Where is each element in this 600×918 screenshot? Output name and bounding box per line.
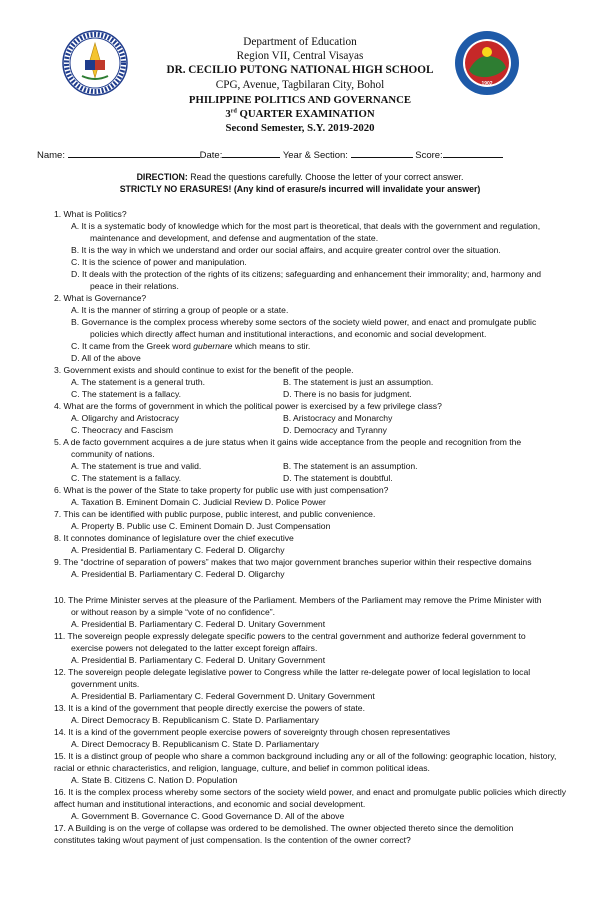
date-label: Date: — [199, 150, 223, 161]
question-13: 13. It is a kind of the government that people directly exercise the powers of state. — [54, 703, 365, 713]
question-12-cont: government units. — [71, 679, 140, 689]
question-16-cont: affect human and institutional interactions, and economic and social development. — [54, 799, 366, 809]
q2-option-b: B. Governance is the complex process whereby some sectors of the society wield power, and enact and promulgate public — [71, 317, 537, 327]
exam-title: 3rd QUARTER EXAMINATION — [225, 108, 375, 120]
q5-option-a: A. The statement is true and valid. — [71, 461, 202, 471]
date-field[interactable] — [222, 148, 280, 158]
year-section-label: Year & Section: — [282, 150, 348, 161]
q4-option-b: B. Aristocracy and Monarchy — [283, 413, 393, 423]
q10-options: A. Presidential B. Parliamentary C. Federal D. Unitary Government — [71, 619, 326, 629]
direction-line — [0, 172, 600, 182]
q2-option-a: A. It is the manner of stirring a group of people or a state. — [71, 305, 289, 315]
school-name: DR. CECILIO PUTONG NATIONAL HIGH SCHOOL — [166, 64, 434, 76]
question-15: 15. It is a distinct group of people who share a common background including any or all of the following: geographic location, history, — [54, 751, 557, 761]
subject-title: PHILIPPINE POLITICS AND GOVERNANCE — [188, 94, 412, 106]
q3-option-d: D. There is no basis for judgment. — [283, 389, 412, 399]
name-field[interactable] — [68, 148, 200, 158]
q1-option-a-cont: maintenance and development, and defense and augmentation of the state. — [90, 233, 379, 243]
school-seal-year: 1902 — [481, 81, 493, 87]
question-15-cont: racial or ethnic characteristics, and religion, language, culture, and belief in common political ideas. — [54, 763, 430, 773]
q8-options: A. Presidential B. Parliamentary C. Federal D. Oligarchy — [71, 545, 285, 555]
region-title: Region VII, Central Visayas — [236, 50, 364, 62]
question-11-cont: exercise powers not delegated to the latter except foreign affairs. — [71, 643, 318, 653]
q13-options: A. Direct Democracy B. Republicanism C. State D. Parliamentary — [71, 715, 319, 725]
question-17-cont: constitutes taking w/out payment of just compensation. Is the contention of the owner correct? — [54, 835, 411, 845]
question-2: 2. What is Governance? — [54, 293, 147, 303]
score-label: Score: — [415, 150, 443, 161]
question-4: 4. What are the forms of government in which the political power is exercised by a few privilege class? — [54, 401, 442, 411]
name-label: Name: — [37, 150, 65, 161]
q3-option-a: A. The statement is a general truth. — [71, 377, 206, 387]
q4-option-a: A. Oligarchy and Aristocracy — [71, 413, 179, 423]
semester-title: Second Semester, S.Y. 2019-2020 — [225, 122, 375, 134]
q2-option-b-cont: policies which directly affect human and institutional interactions, and economic and social development. — [90, 329, 487, 339]
question-8: 8. It connotes dominance of legislature over the chief executive — [54, 533, 294, 543]
q15-options: A. State B. Citizens C. Nation D. Population — [71, 775, 238, 785]
q1-option-d-cont: peace in their relations. — [90, 281, 179, 291]
q7-options: A. Property B. Public use C. Eminent Domain D. Just Compensation — [71, 521, 331, 531]
question-9: 9. The “doctrine of separation of powers” makes that two major government branches superior within their respective domains — [54, 557, 532, 567]
question-5-cont: community of nations. — [71, 449, 155, 459]
q2-option-d: D. All of the above — [71, 353, 141, 363]
q16-options: A. Government B. Governance C. Good Governance D. All of the above — [71, 811, 345, 821]
q14-options: A. Direct Democracy B. Republicanism C. State D. Parliamentary — [71, 739, 319, 749]
q1-option-a: A. It is a systematic body of knowledge which for the most part is theoretical, that deals with the government and regulation, — [71, 221, 541, 231]
q2-option-c: C. It came from the Greek word gubernare which means to stir. — [71, 341, 311, 351]
q6-options: A. Taxation B. Eminent Domain C. Judicial Review D. Police Power — [71, 497, 326, 507]
question-5: 5. A de facto government acquires a de jure status when it gains wide acceptance from the people and recognition from the — [54, 437, 522, 447]
question-6: 6. What is the power of the State to take property for public use with just compensation? — [54, 485, 389, 495]
year-section-field[interactable] — [351, 148, 413, 158]
question-1: 1. What is Politics? — [54, 209, 127, 219]
question-14: 14. It is a kind of the government people exercise powers of sovereignty through chosen representatives — [54, 727, 451, 737]
direction-label: DIRECTION: — [136, 172, 188, 182]
direction-text: Read the questions carefully. Choose the letter of your correct answer. — [187, 172, 464, 182]
question-7: 7. This can be identified with public purpose, public interest, and public convenience. — [54, 509, 376, 519]
question-12: 12. The sovereign people delegate legislative power to Congress while the latter re-delegate power of local legislation to local — [54, 667, 531, 677]
q5-option-c: C. The statement is a fallacy. — [71, 473, 182, 483]
question-3: 3. Government exists and should continue to exist for the benefit of the people. — [54, 365, 354, 375]
question-16: 16. It is the complex process whereby some sectors of the society wield power, and enact and promulgate public policies which directly — [54, 787, 567, 797]
q1-option-d: D. It deals with the protection of the rights of its citizens; safeguarding and enhancement their immorality; and, harmony and — [71, 269, 542, 279]
q3-option-b: B. The statement is just an assumption. — [283, 377, 434, 387]
question-11: 11. The sovereign people expressly delegate specific powers to the central government and authorize federal government to — [54, 631, 526, 641]
question-10-cont: or without reason by a simple “vote of no confidence”. — [71, 607, 275, 617]
q1-option-b: B. It is the way in which we understand and order our social affairs, and acquire greater control over the situation. — [71, 245, 501, 255]
q5-option-d: D. The statement is doubtful. — [283, 473, 393, 483]
q3-option-c: C. The statement is a fallacy. — [71, 389, 182, 399]
student-info-line — [37, 148, 503, 161]
q11-options: A. Presidential B. Parliamentary C. Federal D. Unitary Government — [71, 655, 326, 665]
q4-option-c: C. Theocracy and Fascism — [71, 425, 174, 435]
school-address: CPG, Avenue, Tagbilaran City, Bohol — [215, 79, 385, 91]
question-17: 17. A Building is on the verge of collapse was ordered to be demolished. The owner objected thereto since the demolition — [54, 823, 514, 833]
q5-option-b: B. The statement is an assumption. — [283, 461, 418, 471]
question-10: 10. The Prime Minister serves at the pleasure of the Parliament. Members of the Parliament may remove the Prime Minister with — [54, 595, 542, 605]
q4-option-d: D. Democracy and Tyranny — [283, 425, 387, 435]
q1-option-c: C. It is the science of power and manipulation. — [71, 257, 247, 267]
q12-options: A. Presidential B. Parliamentary C. Federal Government D. Unitary Government — [71, 691, 375, 701]
q9-options: A. Presidential B. Parliamentary C. Federal D. Oligarchy — [71, 569, 285, 579]
no-erasures-warning: STRICTLY NO ERASURES! (Any kind of erasure/s incurred will invalidate your answer) — [119, 184, 481, 194]
score-field[interactable] — [443, 148, 503, 158]
department-title: Department of Education — [243, 36, 357, 48]
